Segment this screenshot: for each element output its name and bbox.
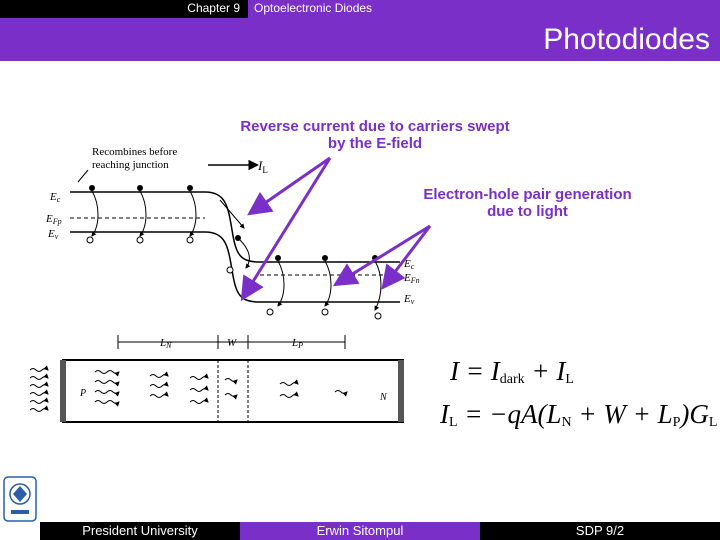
device-body <box>63 360 403 422</box>
w-label: W <box>227 337 237 349</box>
ec-right-label: Ec <box>404 258 415 271</box>
footer-page-number: SDP 9/2 <box>480 522 720 540</box>
recombine-pointer <box>78 170 88 182</box>
conduction-band <box>70 192 400 262</box>
footer-author: Erwin Sitompul <box>240 522 480 540</box>
hole <box>187 237 193 243</box>
hole <box>227 267 233 273</box>
electron <box>187 185 193 191</box>
callout-arrow-3 <box>338 226 430 283</box>
hole <box>322 309 328 315</box>
electron <box>137 185 143 191</box>
ln-label: LN <box>160 337 172 350</box>
hole <box>87 237 93 243</box>
incident-light <box>30 369 48 412</box>
hole <box>375 313 381 319</box>
region-p-label: P <box>80 388 87 399</box>
equation-total-current: $I = I_{dark} + I_L$ <box>450 356 574 387</box>
callout-pair-generation: Electron-hole pair generation due to light <box>423 186 632 220</box>
hole <box>137 237 143 243</box>
hole <box>267 309 273 315</box>
university-logo-icon <box>3 476 37 522</box>
equation-photocurrent: $I_L = -qA(L_N + W + L_P)G_L$ <box>440 399 718 430</box>
efp-left-label: EFp <box>46 213 62 226</box>
chapter-title: Optoelectronic Diodes <box>248 0 720 18</box>
callout-drift-current: Reverse current due to carriers swept by the E-field <box>240 118 510 152</box>
efn-right-label: EFn <box>404 272 420 285</box>
ev-left-label: Ev <box>48 228 59 241</box>
electron <box>89 185 95 191</box>
lp-label: LP <box>292 337 304 350</box>
region-n-label: N <box>380 392 387 403</box>
il-label: $I_L$ <box>258 158 268 175</box>
slide-title: Photodiodes <box>543 23 710 56</box>
recombine-note: Recombines before reaching junction <box>92 146 178 171</box>
chapter-label: Chapter 9 <box>150 0 246 18</box>
electron <box>275 255 281 261</box>
ev-right-label: Ev <box>404 293 415 306</box>
footer-university: President University <box>40 522 240 540</box>
electron <box>322 255 328 261</box>
ec-left-label: Ec <box>50 191 61 204</box>
